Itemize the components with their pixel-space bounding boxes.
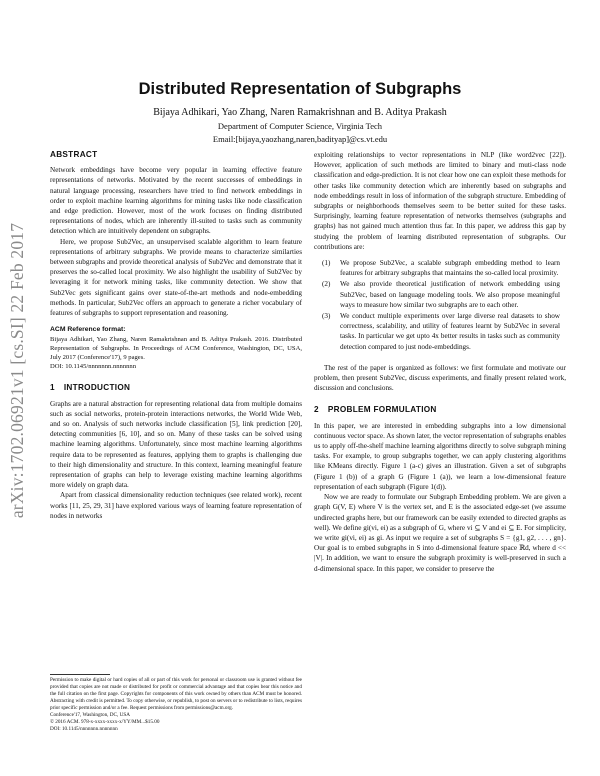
acm-reference-text: Bijaya Adhikari, Yao Zhang, Naren Ramakrishnan and B. Aditya Prakash. 2016. Distributed Representation of Subgraphs. In Proceedings of ACM Conference, Washington, DC, USA, July 2017 (Conference'17), 9 pages. [50,336,302,362]
copyright-footnote [50,677,302,733]
contribution-number: (3) [322,312,331,321]
section-2-title: PROBLEM FORMULATION [327,405,437,415]
section-1-title: INTRODUCTION [63,383,131,393]
section-2-heading [314,405,566,415]
intro-paragraph-2: Apart from classical dimensionality reduction techniques (see related work), recent works [11, 25, 29, 31] have explored various ways of learning feature representation of nodes in networks [50,491,302,520]
acm-reference-heading: ACM Reference format: [50,326,126,334]
paper-outline-paragraph: The rest of the paper is organized as follows: we first formulate and motivate our problem, then present Sub2Vec, discuss experiments, and finally present related work, discussion and conclusions. [314,363,566,393]
abstract-paragraph-1: Network embeddings have become very popular in learning effective feature representations of networks. Motivated by the recent successes of embeddings in natural language processing, researchers have tried to find network embeddings in order to exploit machine learning algorithms for mining tasks like node classification and edge prediction. However, most of the work focuses on finding distributed representations of nodes, which are inherently ill-suited to tasks such as community detection which are intuitively dependent on subgraphs. [50,166,302,236]
contribution-number: (2) [322,280,331,289]
contribution-text: We propose Sub2Vec, a scalable subgraph embedding method to learn features for arbitrary subgraphs that maintains the so-called local proximity. [340,259,560,278]
section-2-number: 2 [314,405,319,415]
right-column [314,150,566,574]
acm-reference-doi: DOI: 10.1145/nnnnnnn.nnnnnnn [50,363,137,371]
contribution-number: (1) [322,259,331,268]
abstract-paragraph-2: Here, we propose Sub2Vec, an unsupervised scalable algorithm to learn feature representations of arbitrary subgraphs. We provide means to characterize similarties between subgraphs and provide theoretical analysis of Sub2Vec and demonstrate that it preserves the so-called local proximity. We also highlight the usability of Sub2Vec by leveraging it for network mining tasks, like community detection. We show that Sub2Vec gets significant gains over state-of-the-art methods and node-embedding methods. In particular, Sub2Vec offers an approach to generate a richer vocabulary of features of subgraphs to support representation and reasoning. [50,237,302,318]
contribution-text: We conduct multiple experiments over large diverse real datasets to show correctness, scalability, and utility of features learnt by Sub2Vec in several tasks. In particular we get upto 4x better results in tasks such as community detection compared to just node-embeddings. [340,312,560,351]
author-list: Bijaya Adhikari, Yao Zhang, Naren Ramakrishnan and B. Aditya Prakash [153,107,447,118]
copyright-line: © 2016 ACM. 978-x-xxxx-xxxx-x/YY/MM...$15.00 [50,719,160,725]
contribution-list [314,258,566,352]
section-1-number: 1 [50,383,55,393]
footnote-doi: DOI: 10.1145/nnnnnnn.nnnnnnn [50,726,118,732]
left-column [50,150,302,521]
contribution-item [314,279,560,310]
problem-paragraph-1: In this paper, we are interested in embedding subgraphs into a low dimensional continuous vector space. As shown later, the vector representation of subgraphs enables us to apply off-the-shelf machine learning algorithms directly to solve subgraph mining tasks. For example, to group subgraphs together, we can apply clustering algorithms like KMeans directly. Figure 1 (a-c) gives an illustration. Given a set of subgraphs (Figure 1 (b)) of a graph G (Figure 1 (a)), we learn a low-dimensional feature representation of each subgraph (Figure 1(d)). [314,421,566,491]
intro-paragraph-1: Graphs are a natural abstraction for representing relational data from multiple domains such as social networks, protein-protein interactions networks, the World Wide Web, and so on. Analysis of such networks include classification [5], link prediction [20], detecting communities [6, 10], and so on. Many of these tasks can be solved using machine learning algorithms. Unfortunately, since most machine learning algorithms require data to be represented as features, applying them to graphs is challenging due to their high dimensionality and structure. In this context, learning meaningful feature representation of graphs can help to leverage existing machine learning algorithms more widely on graph data. [50,399,302,490]
arxiv-stamp-text: arXiv:1702.06921v1 [cs.SI] 22 Feb 2017 [7,222,28,518]
section-1-heading [50,383,302,393]
arxiv-stamp [6,190,30,550]
contribution-item [314,311,560,352]
problem-paragraph-2: Now we are ready to formulate our Subgraph Embedding problem. We are given a graph G(V, E) where V is the vertex set, and E is the associated edge-set (we assume undirected graphs here, but our framework can be easily extended to directed graphs as well). We define gi(vi, ei) as a subgraph of G, where vi ⊆ V and ei ⊆ E. For simplicity, we write gi(vi, ei) as gi. As input we require a set of subgraphs S = {g1, g2, . . . , gn}. Our goal is to embed subgraphs in S into d-dimensional feature space ℝd, where d << |V|. In addition, we want to ensure the subgraph proximity is well-preserved in such a d-dimensional space. In this paper, we consider to preserve the [314,493,566,573]
author-email: Email:[bijaya,yaozhang,naren,badityap]@cs.vt.edu [212,134,388,144]
contribution-text: We also provide theoretical justification of network embedding using Sub2Vec, based on language modeling tools. We also propose meaningful ways to measure how similar two subgraphs are to each other. [340,280,560,309]
abstract-heading: ABSTRACT [50,150,98,159]
paper-title: Distributed Representation of Subgraphs [138,80,462,98]
conference-line: Conference'17, Washington, DC, USA [50,712,130,718]
contribution-item [314,258,560,278]
affiliation: Department of Computer Science, Virginia Tech [217,121,383,131]
intro-continued-paragraph: exploiting relationships to vector representations in NLP (like word2vec [22]). However, application of such methods are limited to binary and muti-class node classification and edge-prediction. It is not clear how one can exploit these methods for other tasks like community detection which are inherently based on subgraphs and node embeddings result in loss of information of the subgraph structure. Embedding of subgraphs or neighborhoods themselves seem to be better suited for these tasks. Surprisingly, learning feature representation of networks themselves (subgraphs and graphs) has not gained much attention thus far. In this paper, we address this gap by studying the problem of learning distributed representation of subgraphs. Our contributions are: [314,151,566,251]
permission-notice: Permission to make digital or hard copies of all or part of this work for personal or classroom use is granted without fee provided that copies are not made or distributed for profit or commercial advantage and that copies bear this notice and the full citation on the first page. Copyrights for components of this work owned by others than ACM must be honored. Abstracting with credit is permitted. To copy otherwise, or republish, to post on servers or to redistribute to lists, requires prior specific permission and/or a fee. Request permissions from permissions@acm.org. [50,677,302,711]
footnote-rule [50,674,110,675]
